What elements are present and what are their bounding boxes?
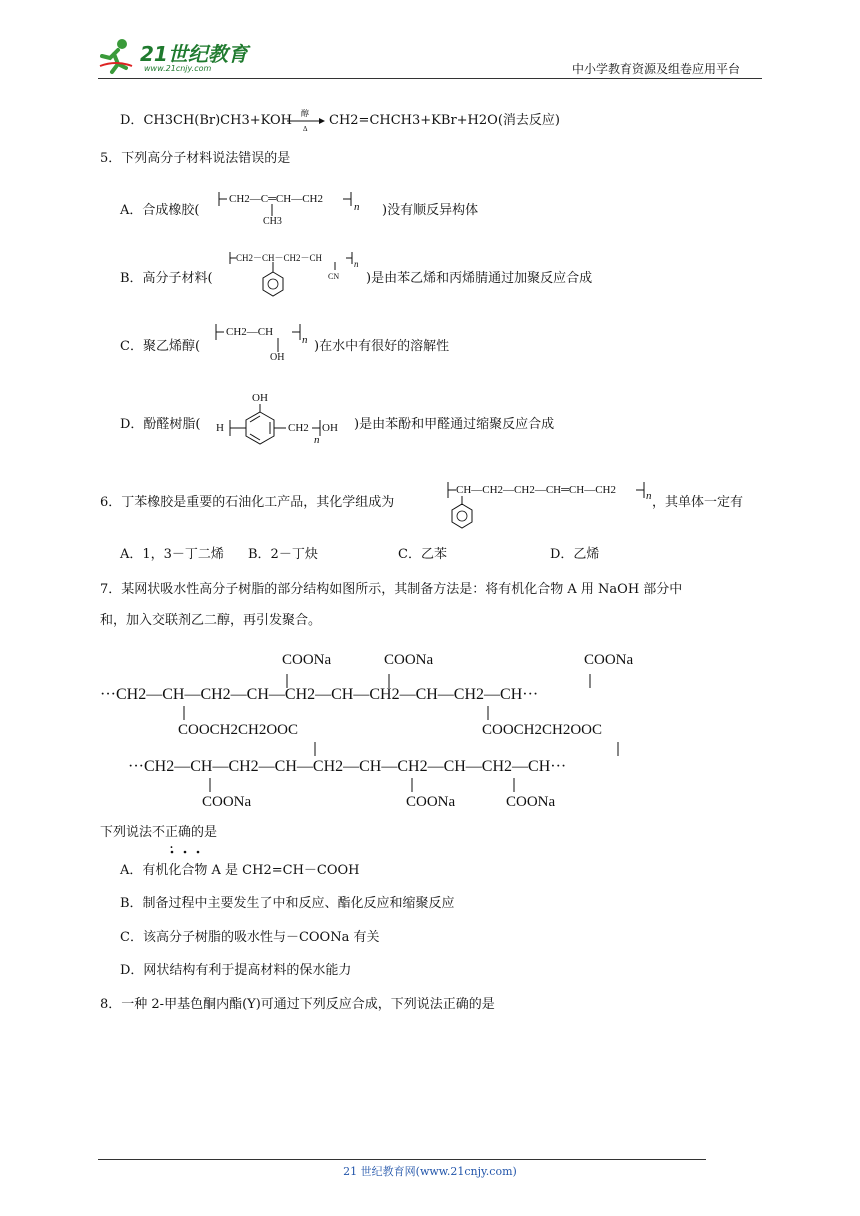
coona-label-4: COONa bbox=[202, 794, 252, 810]
q4-option-d-result: CH2=CHCH3+KBr+H2O(消去反应) bbox=[329, 113, 560, 128]
reaction-arrow: 醇 Δ bbox=[287, 108, 327, 132]
coona-label-6: COONa bbox=[506, 794, 556, 810]
q5-stem: 5．下列高分子材料说法错误的是 bbox=[100, 151, 291, 166]
q7-option-b: B．制备过程中主要发生了中和反应、酯化反应和缩聚反应 bbox=[120, 896, 455, 911]
q7-option-d: D．网状结构有利于提高材料的保水能力 bbox=[120, 963, 352, 978]
q8-stem: 8．一种 2-甲基色酮内酯(Y)可通过下列反应合成，下列说法正确的是 bbox=[100, 997, 495, 1012]
logo-title: 21世纪教育 bbox=[140, 42, 248, 66]
polymer-chain-1: ···CH2—CH—CH2—CH—CH2—CH—CH2—CH—CH2—CH··· bbox=[100, 686, 539, 703]
q5-c-backbone: CH2—CH bbox=[226, 326, 274, 338]
q6-option-d: D．乙烯 bbox=[550, 547, 600, 562]
q5-option-d-label: D．酚醛树脂( bbox=[120, 417, 201, 432]
q5-option-d-text: )是由苯酚和甲醛通过缩聚反应合成 bbox=[354, 417, 555, 432]
header-right-text: 中小学教育资源及组卷应用平台 bbox=[572, 62, 741, 76]
emphasis-text: 不正确 bbox=[152, 825, 192, 840]
q5-b-substituent: CN bbox=[328, 272, 340, 281]
q5-option-b-label: B．高分子材料( bbox=[120, 271, 213, 286]
header-divider bbox=[98, 78, 762, 79]
runner-logo-icon bbox=[96, 36, 136, 76]
coona-label-2: COONa bbox=[384, 652, 434, 668]
coona-label-3: COONa bbox=[584, 652, 634, 668]
q7-stem-line1: 7．某网状吸水性高分子树脂的部分结构如图所示，其制备方法是：将有机化合物 A 用 NaOH 部分中 bbox=[100, 582, 683, 597]
q5-b-formula: CH2－CH－CH2－CH CN n bbox=[228, 250, 368, 300]
q5-c-formula: CH2—CH OH n bbox=[226, 326, 308, 363]
footer-divider bbox=[98, 1159, 706, 1160]
q5-c-substituent: OH bbox=[270, 352, 285, 363]
q6-formula: CH—CH2—CH2—CH═CH—CH2 n bbox=[444, 476, 654, 532]
q5-option-c-text: )在水中有很好的溶解性 bbox=[314, 339, 450, 354]
q4-option-d: D．CH3CH(Br)CH3+KOH bbox=[120, 113, 292, 128]
q6-option-c: C．乙苯 bbox=[398, 547, 447, 562]
q6-option-b: B．2－丁炔 bbox=[248, 547, 318, 562]
q5-option-b-text: )是由苯乙烯和丙烯腈通过加聚反应合成 bbox=[366, 271, 593, 286]
site-logo bbox=[96, 34, 266, 78]
q7-sub-stem: 下列说法不正确的是 bbox=[100, 825, 218, 840]
q7-option-a: A．有机化合物 A 是 CH2=CH－COOH bbox=[120, 863, 360, 878]
q7-option-c: C．该高分子树脂的吸水性与－COONa 有关 bbox=[120, 930, 380, 945]
q6-backbone: CH—CH2—CH2—CH═CH—CH2 bbox=[456, 484, 616, 496]
q5-option-a-label: A．合成橡胶( bbox=[120, 203, 200, 218]
emphasis-dots bbox=[166, 840, 210, 846]
q6-option-a: A．1，3－丁二烯 bbox=[120, 547, 224, 562]
q6-stem: 6．丁苯橡胶是重要的石油化工产品，其化学组成为 bbox=[100, 495, 395, 510]
crosslink-label-2: COOCH2CH2OOC bbox=[482, 722, 603, 738]
crosslink-label-1: COOCH2CH2OOC bbox=[178, 722, 299, 738]
q5-option-c-label: C．聚乙烯醇( bbox=[120, 339, 201, 354]
q7-stem-line2: 和，加入交联剂乙二醇，再引发聚合。 bbox=[100, 613, 322, 628]
q5-a-formula: CH2—C═CH—CH2 CH3 n bbox=[229, 193, 360, 227]
q5-a-substituent: CH3 bbox=[263, 216, 282, 227]
q6-stem-tail: ，其单体一定有 bbox=[652, 495, 744, 510]
footer-text[interactable]: 21 世纪教育网(www.21cnjy.com) bbox=[343, 1165, 517, 1178]
coona-label-5: COONa bbox=[406, 794, 456, 810]
q5-option-a-text: )没有顺反异构体 bbox=[382, 203, 479, 218]
polymer-chain-2: ···CH2—CH—CH2—CH—CH2—CH—CH2—CH—CH2—CH··· bbox=[128, 758, 567, 775]
q5-b-backbone: CH2－CH－CH2－CH bbox=[236, 253, 323, 263]
q7-structure-diagram bbox=[100, 648, 680, 818]
q5-a-backbone: CH2—C═CH—CH2 bbox=[229, 193, 323, 205]
coona-label-1: COONa bbox=[282, 652, 332, 668]
logo-url: www.21cnjy.com bbox=[144, 64, 212, 73]
q5-d-formula: H OH CH2 OH n bbox=[216, 392, 338, 446]
